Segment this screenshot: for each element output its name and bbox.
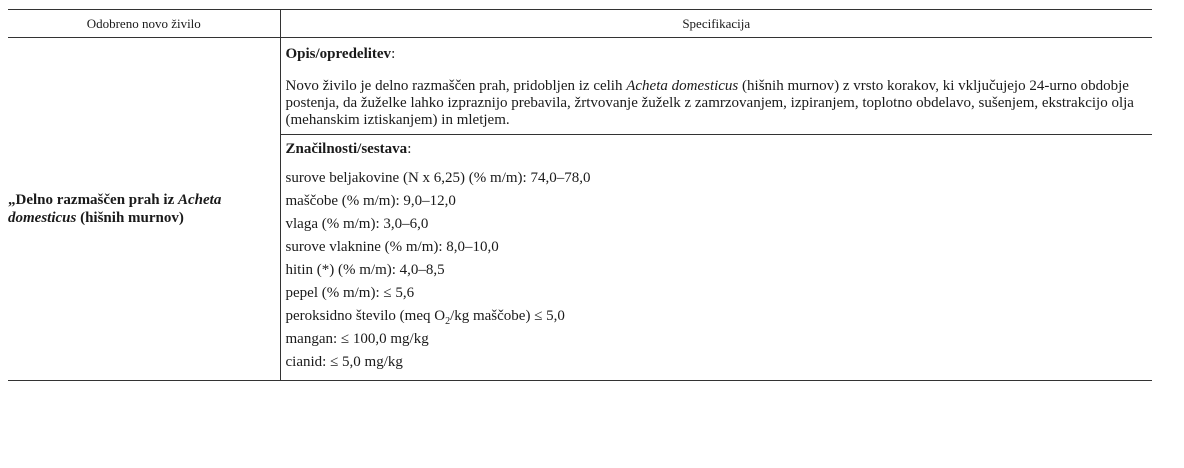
specification-cell — [280, 38, 1152, 381]
approved-food-name — [8, 38, 280, 381]
composition-heading: Značilnosti/sestava: — [285, 141, 412, 157]
description-block — [281, 38, 1153, 134]
composition-block — [281, 135, 1153, 380]
composition-item-manganese: mangan: ≤ 100,0 mg/kg — [285, 331, 429, 347]
composition-item-peroxide-value: peroksidno število (meq $O_2/kg$ maščobe) ≤ 5,0 — [285, 308, 565, 327]
food-name-prefix: „Delno razmaščen prah iz — [8, 192, 178, 208]
composition-item-fat: maščobe (% m/m): 9,0–12,0 — [285, 193, 456, 209]
composition-item-crude-fibre: surove vlaknine (% m/m): 8,0–10,0 — [285, 239, 499, 255]
header-approved-food: Odobreno novo živilo — [8, 10, 280, 38]
table-row — [8, 38, 1152, 381]
header-specification: Specifikacija — [280, 10, 1152, 38]
novel-food-specification-table — [8, 9, 1152, 381]
description-heading: Opis/opredelitev: — [285, 46, 396, 62]
description-text: Novo živilo je delno razmaščen prah, pridobljen iz celih Acheta domesticus (hišnih murnov) z vrsto korakov, ki vključujejo 24-urno obdobje postenja, da žuželke lahko izpraznijo prebavila, žrtvovanje žuželk z zamrzovanjem, izpiranjem, toplotno obdelavo, sušenjem, ekstrakcijo olja (mehanskim iztiskanjem) in mletjem. — [285, 78, 1134, 128]
composition-list — [286, 167, 1147, 374]
composition-item-cyanide: cianid: ≤ 5,0 mg/kg — [285, 354, 403, 370]
table-header-row — [8, 10, 1152, 38]
food-name-suffix: (hišnih murnov) — [76, 210, 184, 226]
food-name-latin-species: domesticus — [8, 210, 77, 226]
composition-item-crude-protein: surove beljakovine (N x 6,25) (% m/m): 74,0–78,0 — [285, 170, 591, 186]
food-name-latin-genus: Acheta — [177, 192, 222, 208]
composition-item-chitin: hitin (*) (% m/m): 4,0–8,5 — [285, 262, 445, 278]
description-latin-name: Acheta domesticus — [626, 78, 739, 94]
composition-item-moisture: vlaga (% m/m): 3,0–6,0 — [285, 216, 429, 232]
composition-item-ash: pepel (% m/m): ≤ 5,6 — [285, 285, 415, 301]
